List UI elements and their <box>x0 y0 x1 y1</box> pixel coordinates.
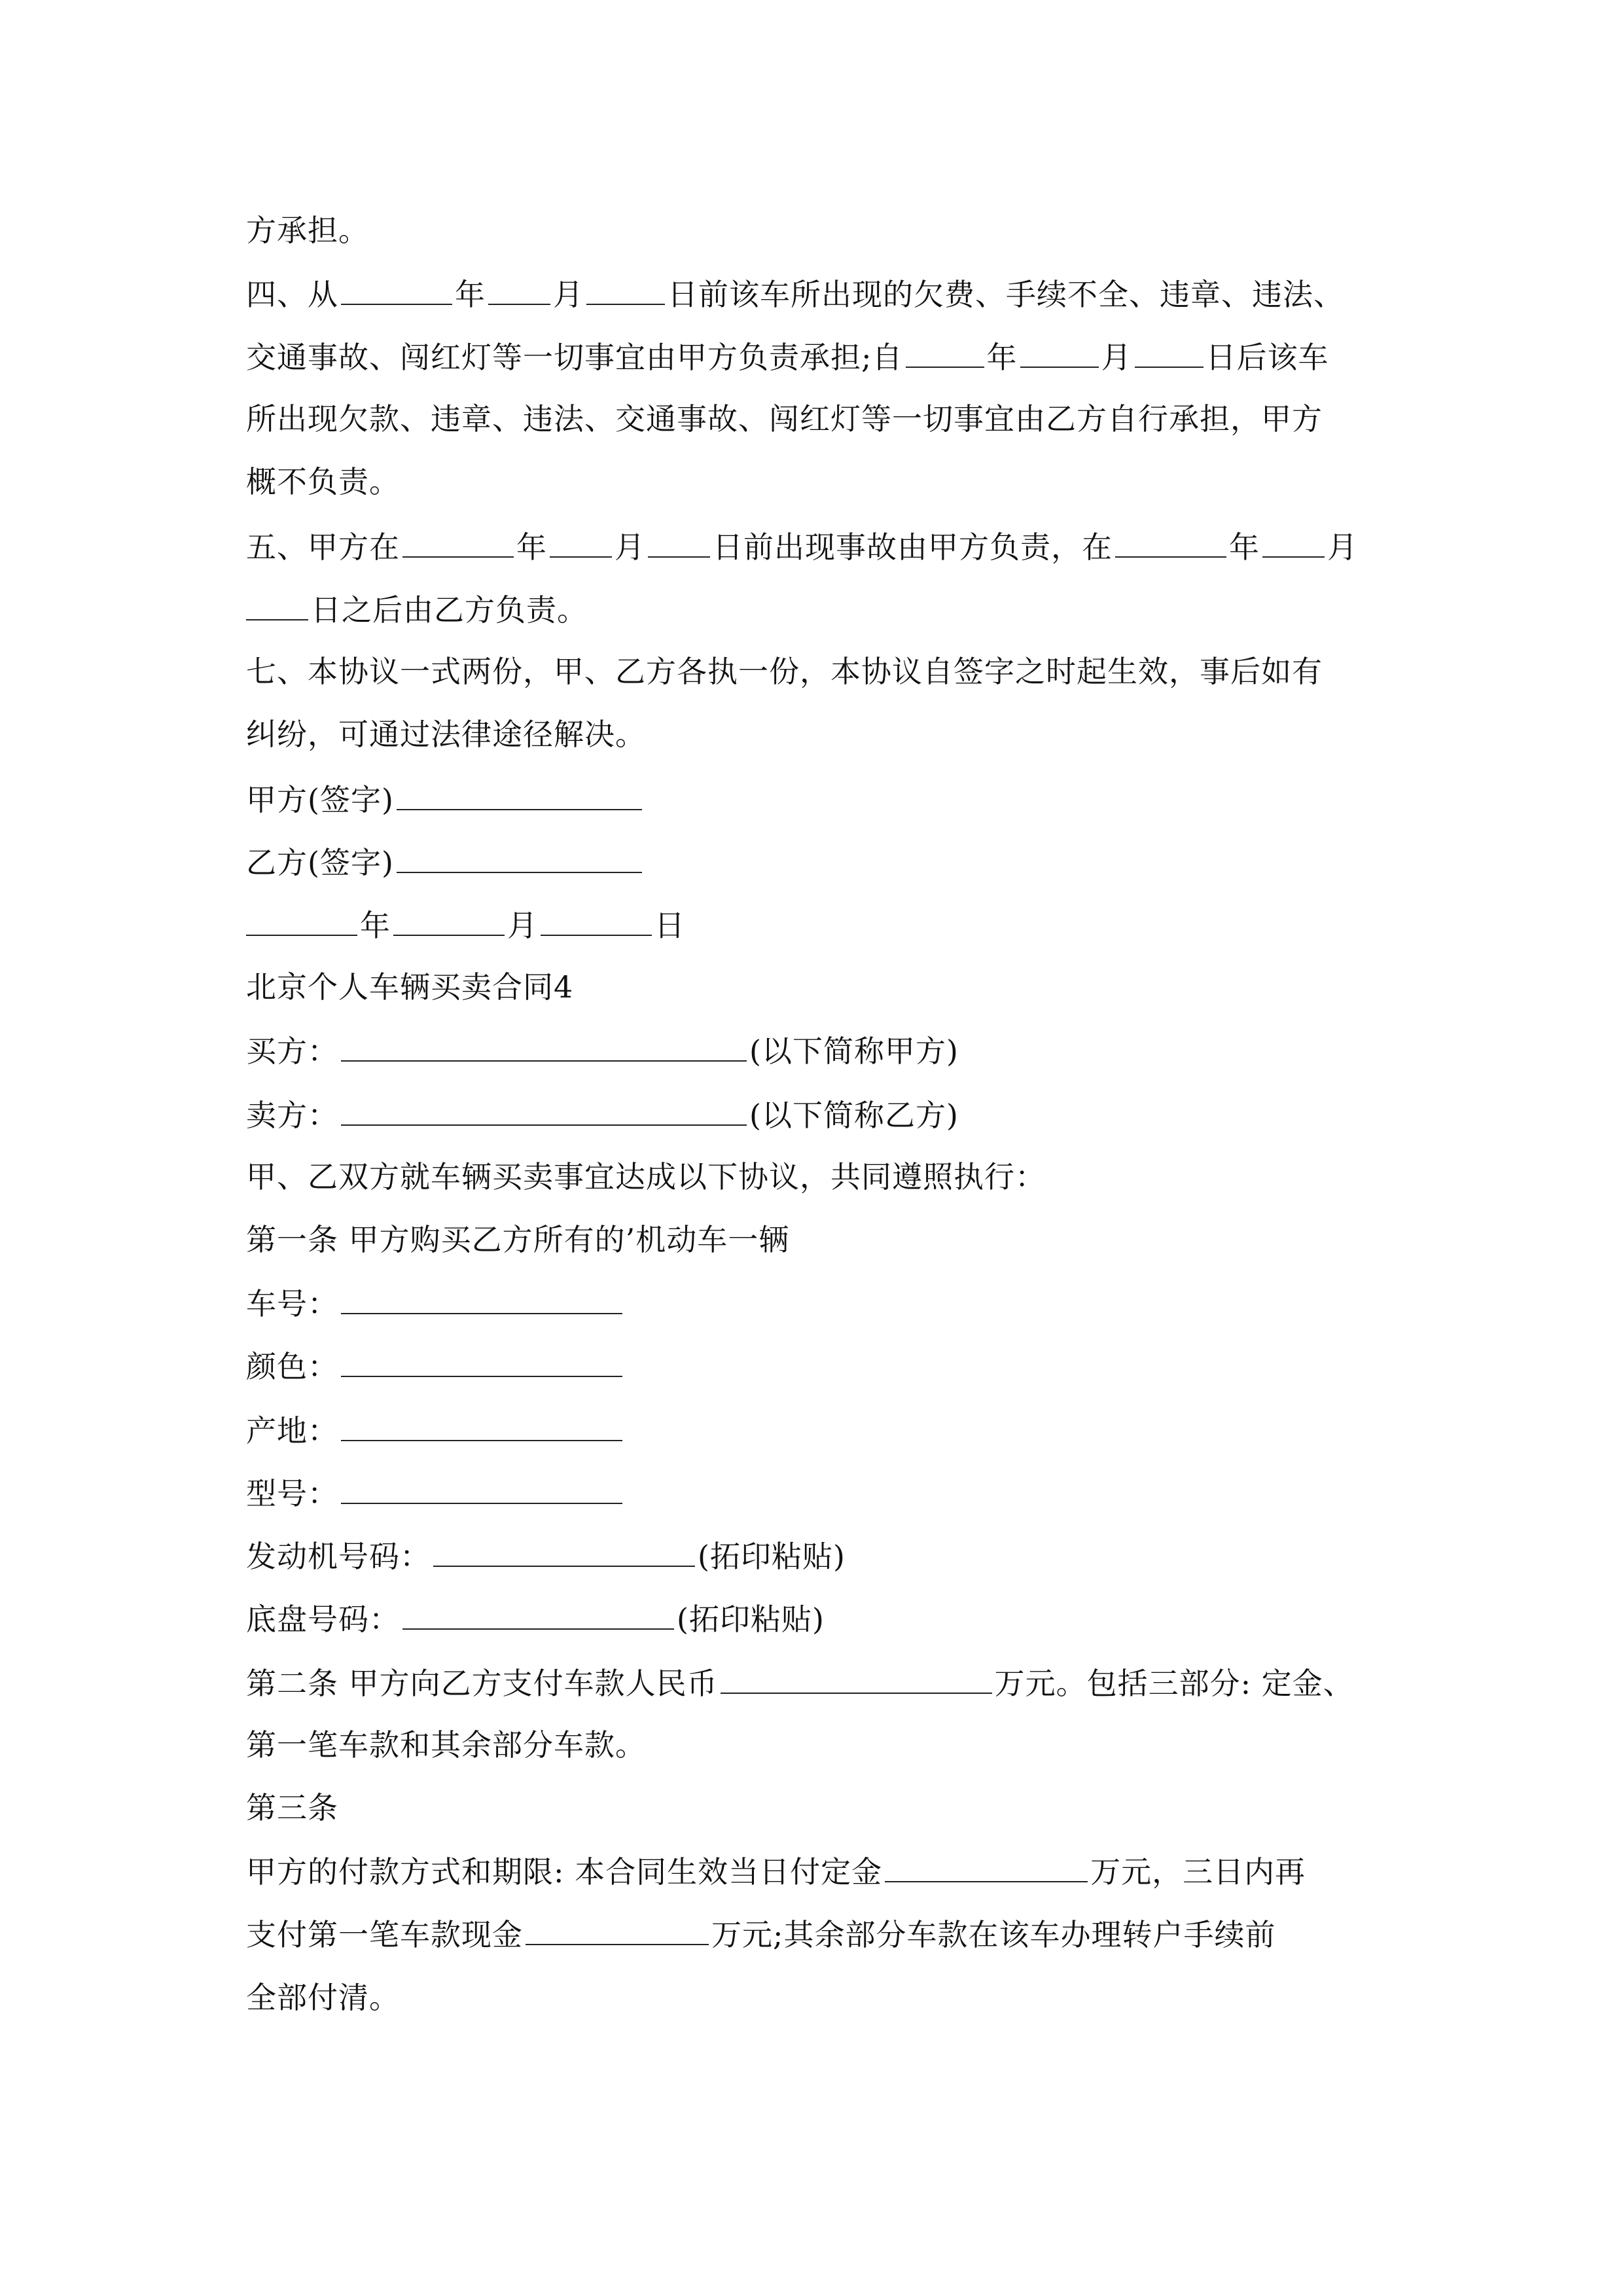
fill-blank-month[interactable] <box>393 905 505 936</box>
car-number-line: 车号： <box>246 1283 625 1323</box>
buyer-field[interactable] <box>341 1030 747 1062</box>
buyer-line: 买方： (以下简称甲方) <box>246 1030 959 1071</box>
fill-blank-year[interactable] <box>1115 526 1226 558</box>
text-line: 第二条 甲方向乙方支付车款人民币 万元。包括三部分: 定金、 <box>246 1662 1354 1703</box>
text-line: 交通事故、闯红灯等一切事宜由甲方负责承担;自 年 月 日后该车 <box>246 336 1329 377</box>
text-line: 七、本协议一式两份，甲、乙方各执一份，本协议自签字之时起生效，事后如有 <box>246 654 1323 689</box>
origin-field[interactable] <box>341 1410 622 1441</box>
first-payment-field[interactable] <box>526 1914 709 1945</box>
text-line: 第一笔车款和其余部分车款。 <box>246 1727 646 1763</box>
color-field[interactable] <box>341 1346 622 1377</box>
text-line: 第一条 甲方购买乙方所有的’机动车一辆 <box>246 1222 790 1257</box>
fill-blank-month[interactable] <box>1262 526 1325 558</box>
fill-blank-day[interactable] <box>586 274 665 305</box>
fill-blank-year[interactable] <box>341 274 452 305</box>
text-line: 四、从 年 月 日前该车所出现的欠费、手续不全、违章、违法、 <box>246 274 1344 314</box>
text-line: 五、甲方在 年 月 日前出现事故由甲方负责，在 年 月 <box>246 526 1358 567</box>
origin-line: 产地： <box>246 1410 625 1450</box>
engine-number-field[interactable] <box>433 1535 695 1567</box>
text-line: 日之后由乙方负责。 <box>246 589 588 630</box>
text-line: 所出现欠款、违章、违法、交通事故、闯红灯等一切事宜由乙方自行承担，甲方 <box>246 401 1323 437</box>
fill-blank-month[interactable] <box>488 274 550 305</box>
text-line: 方承担。 <box>246 213 369 248</box>
signature-line-party-b: 乙方(签字) <box>246 842 645 882</box>
signature-field-party-b[interactable] <box>397 842 642 873</box>
chassis-number-field[interactable] <box>402 1598 674 1630</box>
text-line: 第三条 <box>246 1790 338 1825</box>
model-line: 型号： <box>246 1473 625 1513</box>
fill-blank-month[interactable] <box>550 526 612 558</box>
contract-title: 北京个人车辆买卖合同4 <box>246 969 574 1005</box>
payment-amount-field[interactable] <box>721 1662 992 1694</box>
text-line: 甲方的付款方式和期限: 本合同生效当日付定金 万元，三日内再 <box>246 1851 1306 1892</box>
color-line: 颜色： <box>246 1346 625 1386</box>
fill-blank-day[interactable] <box>541 905 652 936</box>
fill-blank-day[interactable] <box>648 526 710 558</box>
text-line: 概不负责。 <box>246 464 400 499</box>
date-line: 年 月 日 <box>246 905 685 945</box>
fill-blank-year[interactable] <box>246 905 357 936</box>
text-line: 支付第一笔车款现金 万元;其余部分车款在该车办理转户手续前 <box>246 1914 1276 1954</box>
text-line: 纠纷，可通过法律途径解决。 <box>246 717 646 752</box>
seller-field[interactable] <box>341 1094 747 1126</box>
text-line: 甲、乙双方就车辆买卖事宜达成以下协议，共同遵照执行： <box>246 1159 1046 1194</box>
fill-blank-day[interactable] <box>246 589 308 620</box>
fill-blank-day[interactable] <box>1135 336 1204 368</box>
model-field[interactable] <box>341 1473 622 1504</box>
fill-blank-month[interactable] <box>1020 336 1099 368</box>
chassis-number-line: 底盘号码： (拓印粘贴) <box>246 1598 825 1639</box>
signature-line-party-a: 甲方(签字) <box>246 779 645 819</box>
signature-field-party-a[interactable] <box>397 779 642 810</box>
fill-blank-year[interactable] <box>402 526 514 558</box>
fill-blank-year[interactable] <box>906 336 984 368</box>
seller-line: 卖方： (以下简称乙方) <box>246 1094 959 1135</box>
car-number-field[interactable] <box>341 1283 622 1314</box>
deposit-amount-field[interactable] <box>885 1851 1088 1882</box>
engine-number-line: 发动机号码： (拓印粘贴) <box>246 1535 846 1576</box>
text-line: 全部付清。 <box>246 1980 400 2015</box>
